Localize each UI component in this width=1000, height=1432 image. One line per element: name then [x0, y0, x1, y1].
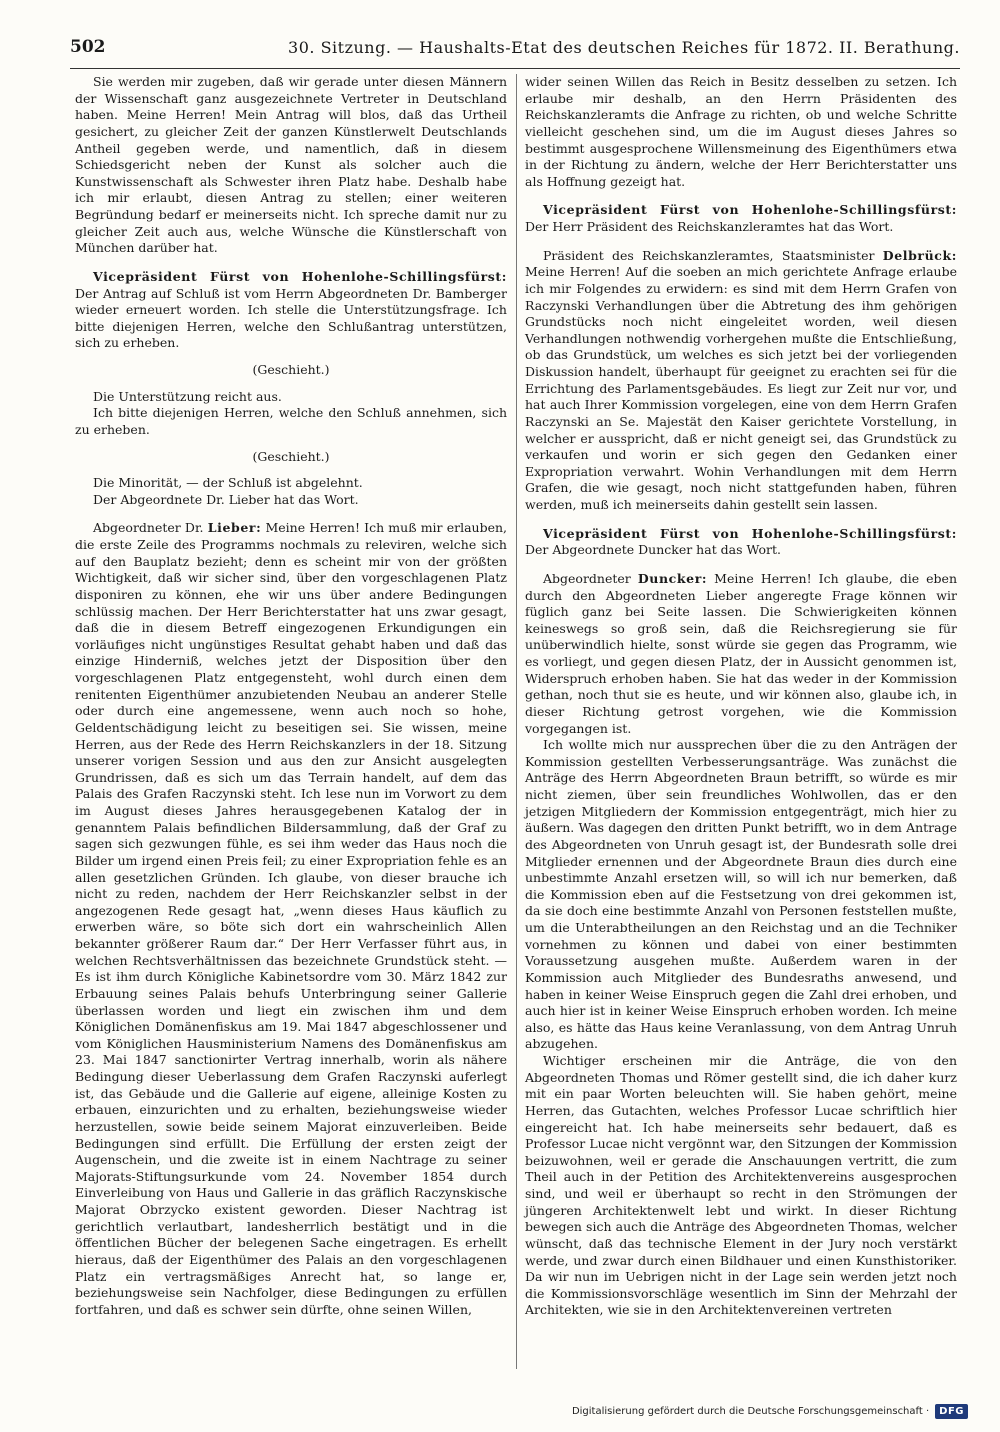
paragraph-text: Ich wollte mich nur aussprechen über die zu den Anträgen der Kommission gestellten Verbesserungsanträge. Was zunächst die Anträge des Herrn Abgeordneten Braun betrifft, so würde es mir nicht ziemen, über sein freundliches Wohlwollen, das er den jetzigen Mitgliedern der Kommission entgegenträgt, mich hier zu äußern. Was dagegen den dritten Punkt betrifft, wo in dem Antrage des Abgeordneten von Unruh gesagt ist, der Bundesrath solle drei Mitglieder ernennen und der Abgeordnete Braun dies durch eine unbestimmte Anzahl ersetzen will, so will ich nur bemerken, daß die Kommission eben auf die Festsetzung von drei gekommen ist, da sie doch eine bestimmte Anzahl von Personen feststellen mußte, um die Unterabtheilungen an den Reichstag und an die Techniker vornehmen zu können und dabei von einer bestimmten Voraussetzung ausgehen mußte. Außerdem waren in der Kommission auch Mitglieder des Bundesraths anwesend, und haben in keiner Weise Einspruch gegen die Zahl drei erhoben, und auch hier ist in keiner Weise Einspruch erhoben worden. Ich meine also, es hätte das Haus keine Veranlassung, von dem Antrag Unruh abzugehen. [525, 737, 957, 1052]
speaker-name: Delbrück: [882, 247, 957, 263]
speaker-name: Vicepräsident Fürst von Hohenlohe-Schillingsfürst: [93, 268, 507, 284]
speech-paragraph [525, 202, 957, 235]
stage-direction: (Geschieht.) [252, 448, 330, 464]
text-paragraph [75, 475, 507, 492]
paragraph-text: Der Abgeordnete Dr. Lieber hat das Wort. [93, 491, 359, 507]
paragraph-text: Wichtiger erscheinen mir die Anträge, die von den Abgeordneten Thomas und Römer gestellt sind, die ich daher kurz mit ein paar Worten beleuchten will. Sie haben gehört, meine Herren, das Gutachten, welches Professor Lucae schriftlich hier eingereicht hat. Ich habe meinerseits sehr bedauert, daß es Professor Lucae nicht vergönnt war, den Sitzungen der Kommission beizuwohnen, weil er gerade die Anschauungen vertritt, die zum Theil auch in der Petition des Architektenvereins ausgesprochen sind, und weil er überhaupt so recht in den Strömungen der jüngeren Architektenwelt lebt und wirkt. In dieser Richtung bewegen sich auch die Anträge des Abgeordneten Thomas, welcher wünscht, daß das technische Element in der Jury noch verstärkt werde, und zwar durch einen Bildhauer und einen Kunsthistoriker. Da wir nun im Uebrigen nicht in der Lage sein werden jetzt noch die Kommissionsvorschläge wesentlich im Sinn der Mehrzahl der Architekten, wie sie in den Architektenvereinen vertreten [525, 1053, 957, 1318]
page-number: 502 [70, 37, 106, 57]
paragraph-text: Der Abgeordnete Duncker hat das Wort. [525, 542, 782, 558]
speaker-name: Vicepräsident Fürst von Hohenlohe-Schillingsfürst: [543, 525, 957, 541]
text-paragraph [75, 405, 507, 438]
speaker-title: Abgeordneter [543, 570, 638, 586]
stage-direction: (Geschieht.) [252, 362, 330, 377]
right-column [525, 74, 957, 1319]
paragraph-text: Meine Herren! Auf die soeben an mich gerichtete Anfrage erlaube ich mir Folgendes zu erwidern: es sind mit dem Herrn Grafen von Raczynski Verhandlungen über die Abtretung des ihm gehörigen Grundstücks noch nicht eingeleitet worden, weil diesen Verhandlungen nothwendig vorhergehen mußte die Entschließung, ob das Grundstück, um welches es sich jetzt bei der vorliegenden Diskussion handelt, überhaupt für geeignet zu erachten sei für die Errichtung des Parlamentsgebäudes. Es liegt zur Zeit nur vor, und hat auch Ihrer Kommission vorgelegen, eine von dem Herrn Grafen Raczynski an Se. Majestät den Kaiser gerichtete Vorstellung, in welcher er ausspricht, daß er nicht geneigt sei, das Grundstück zu verkaufen und worin er sich gegen den Gedanken einer Expropriation verwahrt. Wohin Verhandlungen mit dem Herrn Grafen, die wie gesagt, noch nicht stattgefunden haben, führen werden, muß ich meinerseits dahin gestellt sein lassen. [525, 264, 957, 512]
speech-paragraph [525, 526, 957, 559]
paragraph-text: wider seinen Willen das Reich in Besitz desselben zu setzen. Ich erlaube mir deshalb, an den Herrn Präsidenten des Reichskanzleramts die Anfrage zu richten, ob und welche Schritte vielleicht geschehen sind, um die im August dieses Jahres so bestimmt ausgesprochene Willensmeinung des Eigenthümers etwa in der Richtung zu ändern, welche der Herr Berichterstatter uns als Hoffnung gezeigt hat. [525, 74, 957, 189]
speaker-name: Duncker: [637, 570, 708, 586]
paragraph-text: Der Herr Präsident des Reichskanzleramtes hat das Wort. [525, 219, 894, 234]
paragraph-text: Meine Herren! Ich muß mir erlauben, die erste Zeile des Programms nochmals zu releviren, welche sich auf den Bauplatz bezieht; denn es scheint mir von der größten Wichtigkeit, daß wir sicher sind, über den vorgeschlagenen Platz disponiren zu können, ehe wir uns über andere Bedingungen schlüssig machen. Der Herr Berichterstatter hat uns zwar gesagt, daß die in diesem Betreff eingezogenen Erkundigungen ein vorläufiges nicht ungünstiges Resultat gehabt haben und daß das einzige Hinderniß, welches jetzt der Disposition über den vorgeschlagenen Platz entgegensteht, wohl durch einen dem renitenten Eigenthümer anzubietenden Neubau an anderer Stelle oder durch eine angemessene, wenn auch noch so hohe, Geldentschädigung leicht zu beseitigen sei. Sie wissen, meine Herren, aus der Rede des Herrn Reichskanzlers in der 18. Sitzung unserer vorigen Session und aus den zur Ansicht ausgelegten Grundrissen, daß es sich um das Terrain handelt, auf dem das Palais des Grafen Raczynski steht. Ich lese nun im Vorwort zu dem im August dieses Jahres herausgegebenen Katalog der in genanntem Palais befindlichen Bildersammlung, daß der Graf zu sagen sich gezwungen fühle, es sei ihm weder das Haus noch die Bilder um irgend einen Preis feil; zu einer Expropriation fehle es an allen gesetzlichen Gründen. Ich glaube, von dieser brauche ich nicht zu reden, nachdem der Herr Reichskanzler selbst in der angezogenen Rede gesagt hat, „wenn dieses Haus käuflich zu erwerben wäre, so böte sich dort ein wahrscheinlich Allen bekannter größerer Raum dar.“ Der Herr Verfasser führt aus, in welchen Rechtsverhältnissen das bezeichnete Grundstück steht. — Es ist ihm durch Königliche Kabinetsordre vom 30. März 1842 zur Erbauung seines Palais behufs Unterbringung seiner Gallerie überlassen worden und liegt ein zwischen ihm und dem Königlichen Domänenfiskus am 19. Mai 1847 abgeschlossener und vom Königlichen Hausministerium Namens des Domänenfiskus am 23. Mai 1847 sanctionirter Vertrag innerhalb, worin als nähere Bedingung dieser Ueberlassung dem Grafen Raczynski auferlegt ist, das Gebäude und die Gallerie auf eigene, alleinige Kosten zu erbauen, einzurichten und zu erhalten, beziehungsweise wieder herzustellen, sowie beide seinem Majorat einzuverleiben. Beide Bedingungen sind erfüllt. Die Erfüllung der ersten zeigt der Augenschein, und die zweite ist in einem Nachtrage zu seiner Majorats-Stiftungsurkunde vom 24. November 1854 durch Einverleibung von Haus und Gallerie in das gräflich Raczynskische Majorat Obrzycko existent geworden. Dieser Nachtrag ist gerichtlich verlautbart, landesherrlich bestätigt und in die öffentlichen Bücher der belegenen Sache eingetragen. Es erhellt hieraus, daß der Eigenthümer des Palais an den vorgeschlagenen Platz ein vertragsmäßiges Anrecht hat, so lange er, beziehungsweise sein Nachfolger, diese Bedingungen zu erfüllen fortfahren, und daß es schwer sein dürfte, ohne seinen Willen, [75, 520, 507, 1317]
header-rule [70, 68, 960, 69]
footer [572, 1400, 968, 1422]
speaker-name: Lieber: [207, 520, 262, 536]
paragraph-text: Meine Herren! Ich glaube, die eben durch den Abgeordneten Lieber angeregte Frage können wir füglich ganz bei Seite lassen. Die Schwierigkeiten können keineswegs so groß sein, daß die Reichsregierung sie für unüberwindlich hielte, sonst würde sie gegen das Programm, wie es vorliegt, und gegen diesen Platz, der in Aussicht genommen ist, Widerspruch erhoben haben. Sie hat das weder in der Kommission gethan, noch thut sie es heute, und wir können also, glaube ich, in dieser Richtung getrost vorgehen, wie die Kommission vorgegangen ist. [525, 570, 958, 736]
footer-credit: Digitalisierung gefördert durch die Deutsche Forschungsgemeinschaft · [571, 1405, 930, 1417]
newspaper-page [70, 30, 970, 1370]
text-paragraph [75, 492, 507, 509]
text-paragraph [75, 389, 507, 406]
running-head: 30. Sitzung. — Haushalts-Etat des deutschen Reiches für 1872. II. Berathung. [288, 37, 960, 57]
speaker-name: Vicepräsident Fürst von Hohenlohe-Schillingsfürst: [543, 202, 957, 218]
text-paragraph [75, 74, 507, 257]
speech-paragraph [525, 248, 957, 514]
paragraph-text: Die Minorität, — der Schluß ist abgelehnt. [93, 475, 363, 491]
speaker-title: Präsident des Reichskanzleramtes, Staatsminister [543, 247, 883, 263]
text-paragraph [525, 1053, 957, 1319]
left-column [75, 74, 507, 1318]
speaker-title: Abgeordneter Dr. [93, 520, 208, 536]
column-divider [516, 74, 517, 1369]
paragraph-text: Ich bitte diejenigen Herren, welche den Schluß annehmen, sich zu erheben. [75, 405, 507, 437]
speech-paragraph [525, 571, 957, 737]
paragraph-text: Der Antrag auf Schluß ist vom Herrn Abgeordneten Dr. Bamberger wieder erneuert worden. Ich stelle die Unterstützungsfrage. Ich bitte diejenigen Herren, welche den Schlußantrag unterstützen, sich zu erheben. [75, 285, 507, 351]
text-paragraph [525, 74, 957, 190]
dfg-logo: DFG [935, 1404, 968, 1419]
paragraph-text: Die Unterstützung reicht aus. [93, 388, 282, 404]
paragraph-text: Sie werden mir zugeben, daß wir gerade unter diesen Männern der Wissenschaft ganz ausgezeichnete Vertreter in Deutschland haben. Meine Herren! Mein Antrag will blos, daß das Urtheil gesichert, zu gleicher Zeit der ganzen Künstlerwelt Deutschlands Antheil gegeben werde, und namentlich, daß in diesem Schiedsgericht neben der Kunst als solcher auch die Kunstwissenschaft als Schwester ihren Platz habe. Deshalb habe ich mir erlaubt, diesen Antrag zu stellen; einer weiteren Begründung bedarf er meinerseits nicht. Ich spreche damit nur zu gleicher Zeit auch aus, welche Wünsche die Künstlerschaft von München darüber hat. [75, 74, 507, 256]
text-paragraph [525, 737, 957, 1053]
speech-paragraph [75, 520, 507, 1318]
page-header [70, 30, 960, 64]
speech-paragraph [75, 269, 507, 352]
